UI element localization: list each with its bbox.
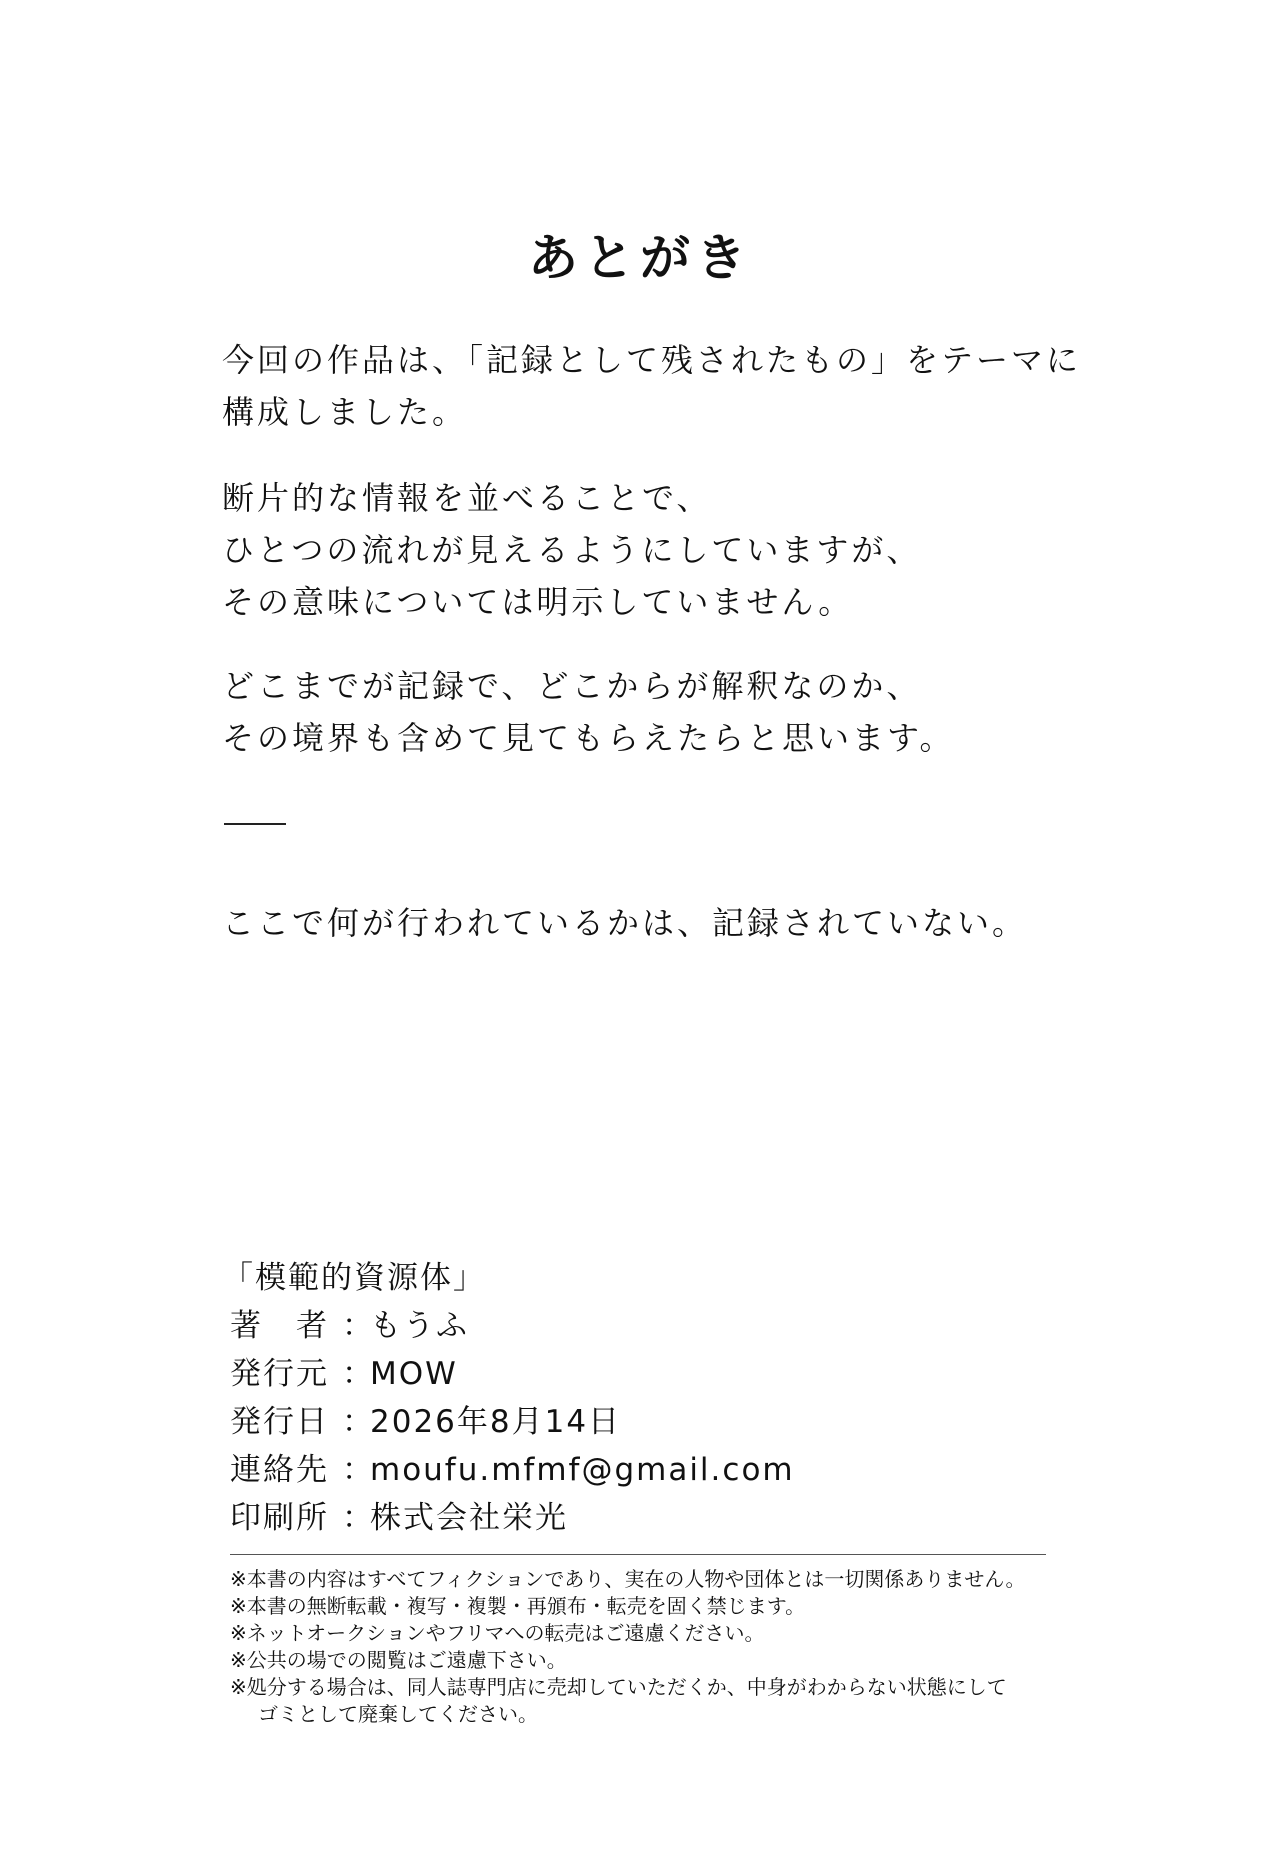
colophon xyxy=(222,1254,1050,1542)
publisher-label: 発行元 xyxy=(230,1356,329,1392)
paragraph-boundary xyxy=(222,660,1102,764)
date-value: 2026年8月14日 xyxy=(370,1404,622,1440)
separator: ： xyxy=(342,1500,375,1536)
note-line: ゴミとして廃棄してください。 xyxy=(258,1702,538,1726)
printer-label: 印刷所 xyxy=(230,1500,329,1536)
note-line: ※本書の内容はすべてフィクションであり、実在の人物や団体とは一切関係ありません。 xyxy=(230,1567,1026,1591)
contact-label: 連絡先 xyxy=(230,1452,329,1488)
paragraph-line: ここで何が行われているかは、記録されていない。 xyxy=(222,904,1028,942)
printer-value: 株式会社栄光 xyxy=(370,1500,568,1536)
paragraph-line: その意味については明示していません。 xyxy=(222,583,854,621)
colophon-date-row xyxy=(230,1398,1050,1446)
separator: ： xyxy=(342,1308,375,1344)
publisher-value: MOW xyxy=(370,1356,458,1392)
note-line: ※処分する場合は、同人誌専門店に売却していただくか、中身がわからない状態にして xyxy=(230,1675,1007,1699)
paragraph-theme xyxy=(222,334,1102,438)
note-line: ※公共の場での閲覧はご遠慮下さい。 xyxy=(230,1648,567,1672)
work-title: 「模範的資源体」 xyxy=(222,1260,486,1296)
paragraph-fragments xyxy=(222,472,1102,628)
date-label: 発行日 xyxy=(230,1404,329,1440)
paragraph-line: ひとつの流れが見えるようにしていますが、 xyxy=(222,531,922,569)
paragraph-closing xyxy=(222,897,1102,949)
dash-divider xyxy=(224,823,286,825)
colophon-publisher-row xyxy=(230,1350,1050,1398)
colophon-printer-row xyxy=(230,1494,1050,1542)
paragraph-line: 断片的な情報を並べることで、 xyxy=(222,479,712,517)
paragraph-line: 構成しました。 xyxy=(222,393,468,431)
paragraph-line: どこまでが記録で、どこからが解釈なのか、 xyxy=(222,667,922,705)
separator: ： xyxy=(342,1452,375,1488)
author-value: もうふ xyxy=(370,1308,469,1344)
disclaimer-notes xyxy=(230,1566,1060,1728)
paragraph-line: 今回の作品は、「記録として残されたもの」をテーマに xyxy=(222,341,1082,379)
separator: ： xyxy=(342,1404,375,1440)
paragraph-line: その境界も含めて見てもらえたらと思います。 xyxy=(222,719,955,757)
author-label: 著 者 xyxy=(230,1308,329,1344)
horizontal-rule xyxy=(230,1554,1046,1555)
contact-value: moufu.mfmf@gmail.com xyxy=(370,1452,795,1488)
colophon-author-row xyxy=(230,1302,1050,1350)
colophon-contact-row xyxy=(230,1446,1050,1494)
note-line: ※ネットオークションやフリマへの転売はご遠慮ください。 xyxy=(230,1621,765,1645)
separator: ： xyxy=(342,1356,375,1392)
note-line: ※本書の無断転載・複写・複製・再頒布・転売を固く禁じます。 xyxy=(230,1594,806,1618)
page-title: あとがき xyxy=(528,228,752,287)
